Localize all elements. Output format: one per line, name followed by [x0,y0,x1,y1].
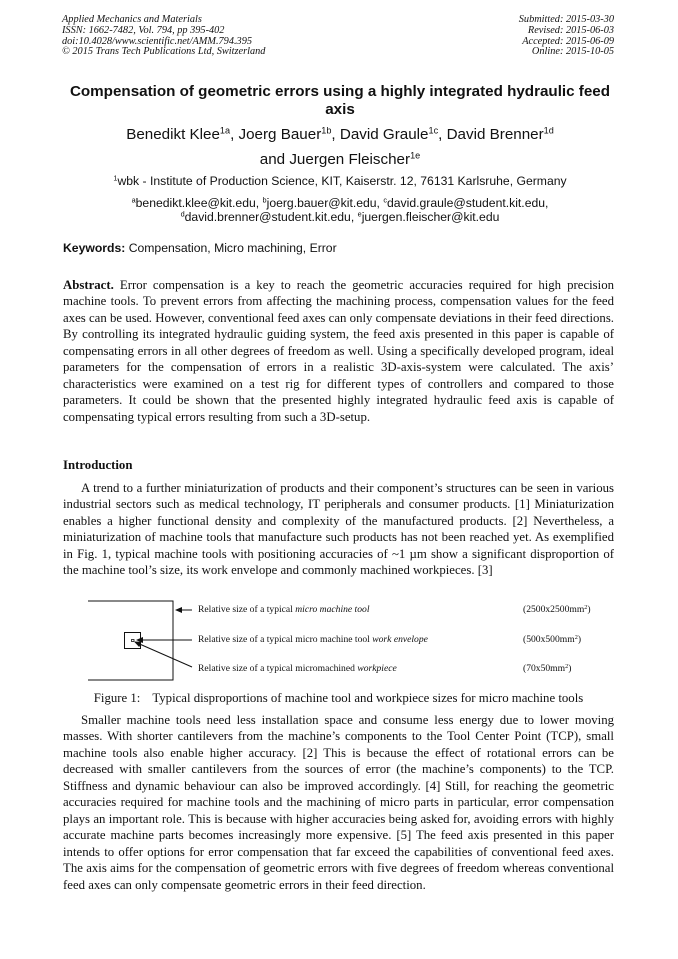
journal-issn: ISSN: 1662-7482, Vol. 794, pp 395-402 [62,24,225,36]
author-sep: , [331,126,340,143]
abstract [63,277,614,425]
figure-1 [0,596,678,686]
figure-size-work-envelope [523,634,581,645]
author-sup: 1b [321,125,332,136]
email-sup: e [357,209,362,219]
paper-title: Compensation of geometric errors using a highly integrated hydraulic feed axis [69,83,611,118]
size-text: (500x500mm [523,634,575,645]
author [239,126,340,143]
caption-text: Typical disproportions of machine tool and workpiece sizes for micro machine tools [152,691,584,705]
size-sup: 2 [565,662,569,670]
figure-label-machine-tool [198,604,369,615]
label-text: Relative size of a typical [198,604,296,615]
size-end: ) [577,634,582,645]
email-sup: a [131,195,136,205]
email-sup: b [262,195,267,205]
author-sup: 1a [219,125,231,136]
email-line-1 [60,196,620,210]
intro-paragraph-1: A trend to a further miniaturization of products and their component’s structures can be seen in various industrial sectors such as medical technology, IT peripherals and consumer products. [1] Miniaturization enables a higher functional density and complexity of the manufactured products. [2] Nevertheless, a miniaturization of machine tools that manufacture such products has not been reached yet. As exemplified in Fig. 1, typical machine tools with positioning accuracies of ~1 µm show a significant disproportion of the machine tool’s size, its work envelope and commonly machined workpieces. [3] [63,481,614,578]
size-end: ) [568,663,572,674]
affiliation-text: wbk - Institute of Production Science, KIT, Kaiserstr. 12, 76131 Karlsruhe, Germany [117,174,567,188]
workpiece-box [132,640,135,642]
abstract-text: Error compensation is a key to reach the geometric accuracies required for high precision machine tools. To prevent errors from affecting the machining process, compensation values for the feed axes can be used. However, conventional feed axes can only compensate deviations in their feed directions. By controlling its integrated hydraulic guiding system, the feed axis presented in this paper is capable of compensating errors in all other degrees of freedom as well. Using a specifically developed program, ideal parameters for the compensation of errors in a realistic 3D-axis-system were calculated. The axis’ characteristics were examined on a test rig for different types of controllers and compared to those parameters. It could be shown that the presented highly integrated hydraulic feed axis is capable of compensating typical errors resulting from such a 3D-setup. [63,278,615,424]
journal-info [62,15,265,58]
figure-1-caption [63,690,614,706]
caption-number: Figure 1: [93,691,141,705]
keywords [63,241,337,256]
email-sup: c [383,195,387,205]
author-name: Joerg Bauer [238,126,322,143]
size-sup: 2 [574,633,578,641]
email-link[interactable]: david.graule@student.kit.edu, [386,196,549,210]
author-sup: 1d [543,125,554,136]
author-sup: 1c [428,125,439,136]
keywords-text: Compensation, Micro machining, Error [128,241,337,255]
email-line-2 [60,210,620,224]
size-end: ) [587,604,591,615]
label-italic: workpiece [357,663,397,674]
affiliation [60,174,620,189]
label-italic: micro machine tool [295,604,370,615]
publication-dates [519,15,614,58]
author [340,126,447,143]
affiliation-sup: 1 [113,173,118,183]
size-sup: 2 [584,603,588,611]
email-link[interactable]: benedikt.klee@kit.edu, [135,196,263,210]
author-sep: , [438,126,447,143]
author [126,126,238,143]
author-line-1 [60,122,620,147]
author-name: and Juergen Fleischer [259,151,411,168]
email-sup: d [180,209,185,219]
journal-name: Applied Mechanics and Materials [62,14,202,25]
size-text: (2500x2500mm [523,604,585,615]
author-name: David Graule [339,126,429,143]
date-accepted: Accepted: 2015-06-09 [522,35,614,47]
author-name: David Brenner [446,126,544,143]
email-list [60,196,620,224]
size-text: (70x50mm [523,663,566,674]
author-sup: 1e [410,150,421,161]
label-italic: work envelope [372,634,428,645]
author-list [60,122,620,172]
label-text: Relative size of a typical micro machine tool [198,634,373,645]
keywords-label: Keywords: [63,241,126,255]
figure-size-workpiece [523,663,571,674]
email-link[interactable]: juergen.fleischer@kit.edu [361,210,500,224]
author-sep: , [230,126,239,143]
figure-label-work-envelope [198,634,428,645]
author [447,126,554,143]
journal-copyright: © 2015 Trans Tech Publications Ltd, Switzerland [62,46,266,58]
author-line-2 [60,147,620,172]
email-link[interactable]: david.brenner@student.kit.edu, [184,210,358,224]
author-name: Benedikt Klee [126,126,220,143]
date-online: Online: 2015-10-05 [531,46,614,58]
arrow-workpiece [135,642,192,667]
figure-size-machine-tool [523,604,591,615]
date-revised: Revised: 2015-06-03 [527,24,614,36]
abstract-label: Abstract. [63,278,114,292]
author [260,151,420,168]
date-submitted: Submitted: 2015-03-30 [518,14,614,25]
email-link[interactable]: joerg.bauer@kit.edu, [266,196,384,210]
label-text: Relative size of a typical micromachined [198,663,358,674]
figure-label-workpiece [198,663,397,674]
intro-paragraph-2: Smaller machine tools need less installation space and consume less energy due to lower moving masses. With shorter cantilevers from the machine’s components to the Tool Center Point (TCP), small machine tools also enable higher accuracy. [2] This is because the effect of rotational errors can be decreased with smaller cantilevers from the sources of error (the machine’s components) to the TCP. Stiffness and dynamic behaviour can also be improved accordingly. [4] Still, for reaching the geometric accuracies required for machine tools and the machining of micro parts in particular, error compensation plays an important role. This is because with higher accuracies being asked for, avoiding errors with highly accurate machine parts becomes increasingly more expensive. [5] The feed axis presented in this paper intends to offer options for error compensation that far exceed the capabilities of conventional feed axes. The axis aims for the compensation of geometric errors with five degrees of freedom whereas conventional feed axes can only compensate geometric errors in their feed direction. [63,713,614,892]
journal-doi: doi:10.4028/www.scientific.net/AMM.794.395 [62,35,252,47]
section-heading-introduction: Introduction [63,458,133,472]
